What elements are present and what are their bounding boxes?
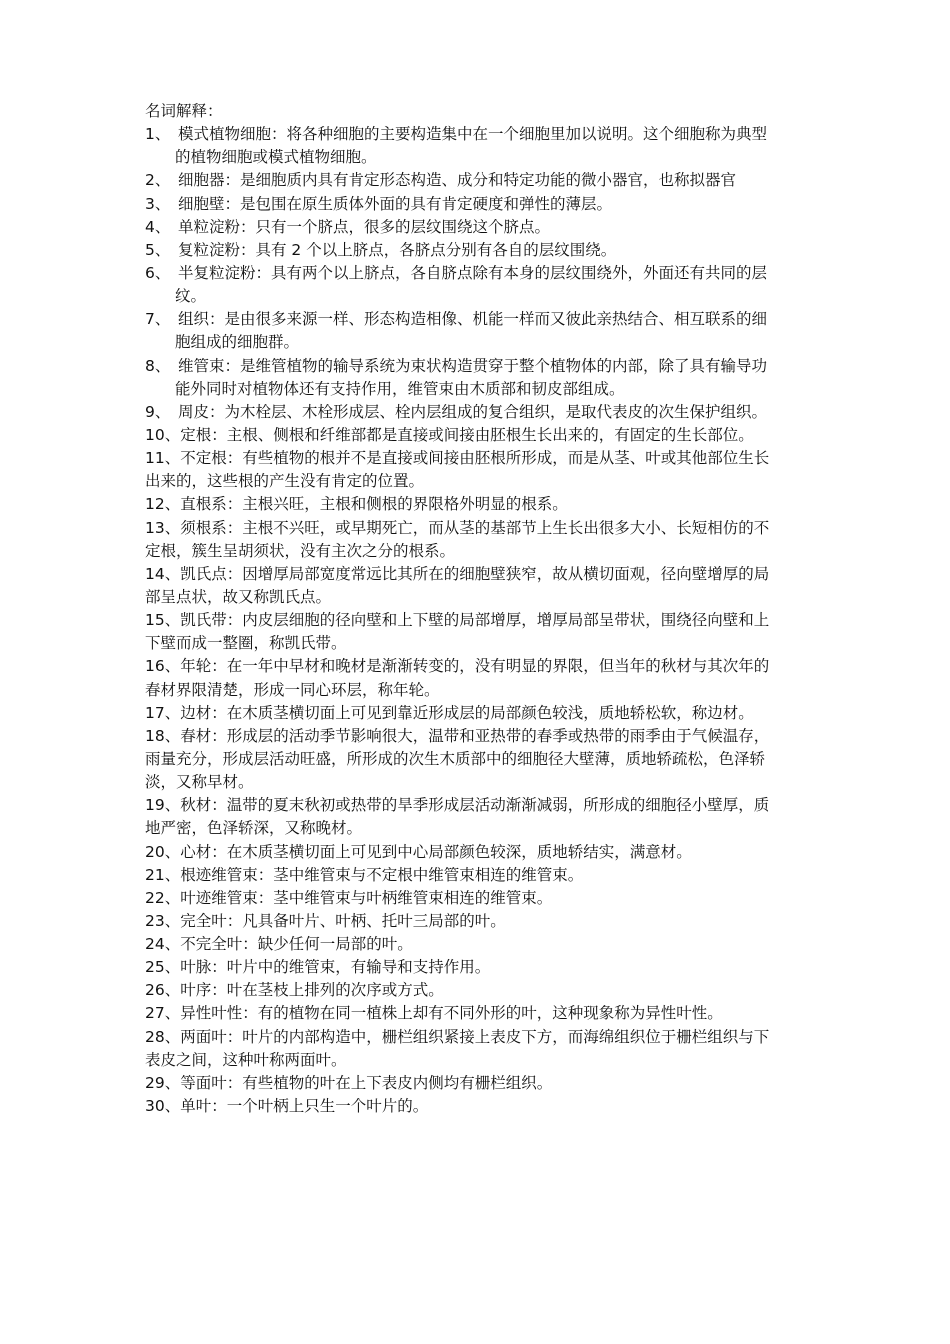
term-first-line: [145, 216, 810, 239]
term-list: [145, 123, 810, 1118]
term-first-line: [145, 424, 810, 447]
term-first-line: [145, 1026, 810, 1049]
term-item: [145, 1002, 810, 1025]
term-item: [145, 401, 810, 424]
term-continuation-line: [145, 146, 810, 169]
term-text: 秋材：温带的夏末秋初或热带的旱季形成层活动渐渐减弱，所形成的细胞径小壁厚，质: [180, 796, 770, 815]
term-text: 春材：形成层的活动季节影响很大，温带和亚热带的春季或热带的雨季由于气候温存，: [180, 726, 770, 745]
term-continuation-line: [145, 1049, 810, 1072]
term-text: 异性叶性：有的植物在同一植株上却有不同外形的叶，这种现象称为异性叶性。: [180, 1004, 723, 1023]
term-text: 细胞壁：是包围在原生质体外面的具有肯定硬度和弹性的薄层。: [178, 194, 613, 213]
term-text: 两面叶：叶片的内部构造中，栅栏组织紧接上表皮下方，而海绵组织位于栅栏组织与下: [180, 1027, 770, 1046]
term-text: 细胞器：是细胞质内具有肯定形态构造、成分和特定功能的微小器官，也称拟器官: [178, 171, 737, 190]
term-number: 2、: [145, 171, 171, 190]
term-first-line: [145, 956, 810, 979]
term-continuation-line: [145, 378, 810, 401]
term-continuation-line: [145, 748, 810, 771]
term-number: 26、: [145, 981, 181, 1000]
term-first-line: [145, 123, 810, 146]
term-number: 13、: [145, 518, 181, 537]
term-text: 半复粒淀粉：具有两个以上脐点，各自脐点除有本身的层纹围绕外，外面还有共同的层: [178, 263, 768, 282]
term-item: [145, 702, 810, 725]
term-text: 凯氏带：内皮层细胞的径向壁和上下壁的局部增厚，增厚局部呈带状，围绕径向壁和上: [180, 611, 770, 630]
term-text: 下壁而成一整圈，称凯氏带。: [145, 634, 347, 653]
term-text: 淡，又称早材。: [145, 773, 254, 792]
term-first-line: [145, 725, 810, 748]
term-continuation-line: [145, 586, 810, 609]
term-first-line: [145, 262, 810, 285]
term-first-line: [145, 887, 810, 910]
term-text: 叶脉：叶片中的维管束，有输导和支持作用。: [180, 958, 491, 977]
term-continuation-line: [145, 817, 810, 840]
term-text: 表皮之间，这种叶称两面叶。: [145, 1050, 347, 1069]
term-first-line: [145, 702, 810, 725]
term-number: 17、: [145, 703, 181, 722]
term-number: 21、: [145, 865, 181, 884]
term-continuation-line: [145, 540, 810, 563]
term-item: [145, 216, 810, 239]
term-first-line: [145, 1002, 810, 1025]
term-number: 22、: [145, 888, 181, 907]
term-text: 出来的，这些根的产生没有肯定的位置。: [145, 472, 425, 491]
term-text: 不定根：有些植物的根并不是直接或间接由胚根所形成，而是从茎、叶或其他部位生长: [180, 449, 770, 468]
term-text: 复粒淀粉：具有 2 个以上脐点，各脐点分别有各自的层纹围绕。: [178, 240, 617, 259]
term-item: [145, 193, 810, 216]
term-text: 定根，簇生呈胡须状，没有主次之分的根系。: [145, 541, 456, 560]
term-number: 20、: [145, 842, 181, 861]
term-item: [145, 725, 810, 794]
term-first-line: [145, 517, 810, 540]
term-item: [145, 794, 810, 840]
term-text: 地严密，色泽轿深，又称晚材。: [145, 819, 363, 838]
term-item: [145, 887, 810, 910]
term-first-line: [145, 308, 810, 331]
term-text: 模式植物细胞：将各种细胞的主要构造集中在一个细胞里加以说明。这个细胞称为典型: [178, 125, 768, 144]
term-number: 25、: [145, 958, 181, 977]
term-item: [145, 262, 810, 308]
term-item: [145, 655, 810, 701]
term-item: [145, 355, 810, 401]
term-text: 春材界限清楚，形成一同心环层，称年轮。: [145, 680, 440, 699]
term-text: 心材：在木质茎横切面上可见到中心局部颜色较深，质地轿结实，满意材。: [180, 842, 692, 861]
term-text: 周皮：为木栓层、木栓形成层、栓内层组成的复合组织，是取代表皮的次生保护组织。: [178, 402, 768, 421]
term-number: 29、: [145, 1073, 181, 1092]
term-number: 27、: [145, 1004, 181, 1023]
term-text: 单叶：一个叶柄上只生一个叶片的。: [180, 1097, 429, 1116]
term-item: [145, 447, 810, 493]
term-number: 7、: [145, 310, 171, 329]
term-item: [145, 910, 810, 933]
term-text: 组织：是由很多来源一样、形态构造相像、机能一样而又彼此亲热结合、相互联系的细: [178, 310, 768, 329]
term-first-line: [145, 169, 810, 192]
term-first-line: [145, 910, 810, 933]
term-number: 19、: [145, 796, 181, 815]
term-text: 凯氏点：因增厚局部宽度常远比其所在的细胞壁狭窄，故从横切面观，径向壁增厚的局: [180, 564, 770, 583]
term-text: 年轮：在一年中早材和晚材是渐渐转变的，没有明显的界限，但当年的秋材与其次年的: [180, 657, 770, 676]
term-text: 等面叶：有些植物的叶在上下表皮内侧均有栅栏组织。: [180, 1073, 553, 1092]
term-number: 10、: [145, 425, 181, 444]
term-text: 完全叶：凡具备叶片、叶柄、托叶三局部的叶。: [180, 911, 506, 930]
document-body: [145, 100, 810, 1118]
term-continuation-line: [145, 470, 810, 493]
term-text: 维管束：是维管植物的输导系统为束状构造贯穿于整个植物体的内部，除了具有输导功: [178, 356, 768, 375]
term-text: 能外同时对植物体还有支持作用，维管束由木质部和韧皮部组成。: [175, 379, 625, 398]
term-first-line: [145, 655, 810, 678]
term-number: 23、: [145, 911, 181, 930]
term-first-line: [145, 1095, 810, 1118]
term-number: 24、: [145, 935, 181, 954]
term-first-line: [145, 841, 810, 864]
term-first-line: [145, 563, 810, 586]
term-item: [145, 517, 810, 563]
term-number: 6、: [145, 263, 171, 282]
term-text: 叶迹维管束：茎中维管束与叶柄维管束相连的维管束。: [180, 888, 553, 907]
term-item: [145, 123, 810, 169]
term-first-line: [145, 355, 810, 378]
term-number: 4、: [145, 217, 171, 236]
term-text: 部呈点状，故又称凯氏点。: [145, 587, 332, 606]
term-text: 雨量充分，形成层活动旺盛，所形成的次生木质部中的细胞径大壁薄，质地轿疏松，色泽轿: [145, 749, 766, 768]
term-item: [145, 933, 810, 956]
term-first-line: [145, 193, 810, 216]
term-text: 根迹维管束：茎中维管束与不定根中维管束相连的维管束。: [180, 865, 584, 884]
term-continuation-line: [145, 331, 810, 354]
term-item: [145, 424, 810, 447]
term-number: 3、: [145, 194, 171, 213]
term-number: 8、: [145, 356, 171, 375]
term-text: 叶序：叶在茎枝上排列的次序或方式。: [180, 981, 444, 1000]
term-text: 不完全叶：缺少任何一局部的叶。: [180, 935, 413, 954]
term-text: 的植物细胞或模式植物细胞。: [175, 148, 377, 167]
term-item: [145, 493, 810, 516]
term-item: [145, 308, 810, 354]
term-text: 胞组成的细胞群。: [175, 333, 300, 352]
term-item: [145, 239, 810, 262]
term-item: [145, 169, 810, 192]
term-number: 30、: [145, 1097, 181, 1116]
term-number: 16、: [145, 657, 181, 676]
term-item: [145, 1095, 810, 1118]
term-first-line: [145, 239, 810, 262]
term-item: [145, 864, 810, 887]
term-continuation-line: [145, 771, 810, 794]
section-heading: 名词解释：: [145, 102, 223, 120]
term-text: 单粒淀粉：只有一个脐点，很多的层纹围绕这个脐点。: [178, 217, 551, 236]
term-number: 28、: [145, 1027, 181, 1046]
term-item: [145, 563, 810, 609]
term-first-line: [145, 401, 810, 424]
term-first-line: [145, 447, 810, 470]
term-number: 15、: [145, 611, 181, 630]
term-first-line: [145, 1072, 810, 1095]
term-first-line: [145, 794, 810, 817]
term-first-line: [145, 493, 810, 516]
term-number: 1、: [145, 125, 171, 144]
term-first-line: [145, 609, 810, 632]
term-item: [145, 956, 810, 979]
term-item: [145, 609, 810, 655]
term-text: 须根系：主根不兴旺，或早期死亡，而从茎的基部节上生长出很多大小、长短相仿的不: [180, 518, 770, 537]
term-first-line: [145, 864, 810, 887]
term-text: 直根系：主根兴旺，主根和侧根的界限格外明显的根系。: [180, 495, 568, 514]
term-continuation-line: [145, 632, 810, 655]
term-number: 12、: [145, 495, 181, 514]
term-continuation-line: [145, 679, 810, 702]
term-item: [145, 1026, 810, 1072]
term-first-line: [145, 933, 810, 956]
term-number: 9、: [145, 402, 171, 421]
term-number: 11、: [145, 449, 181, 468]
term-item: [145, 841, 810, 864]
term-number: 5、: [145, 240, 171, 259]
term-item: [145, 979, 810, 1002]
term-text: 边材：在木质茎横切面上可见到靠近形成层的局部颜色较浅，质地轿松软，称边材。: [180, 703, 754, 722]
term-continuation-line: [145, 285, 810, 308]
term-first-line: [145, 979, 810, 1002]
term-number: 14、: [145, 564, 181, 583]
term-text: 纹。: [175, 287, 207, 306]
term-item: [145, 1072, 810, 1095]
term-text: 定根：主根、侧根和纤维部都是直接或间接由胚根生长出来的，有固定的生长部位。: [180, 425, 754, 444]
term-number: 18、: [145, 726, 181, 745]
